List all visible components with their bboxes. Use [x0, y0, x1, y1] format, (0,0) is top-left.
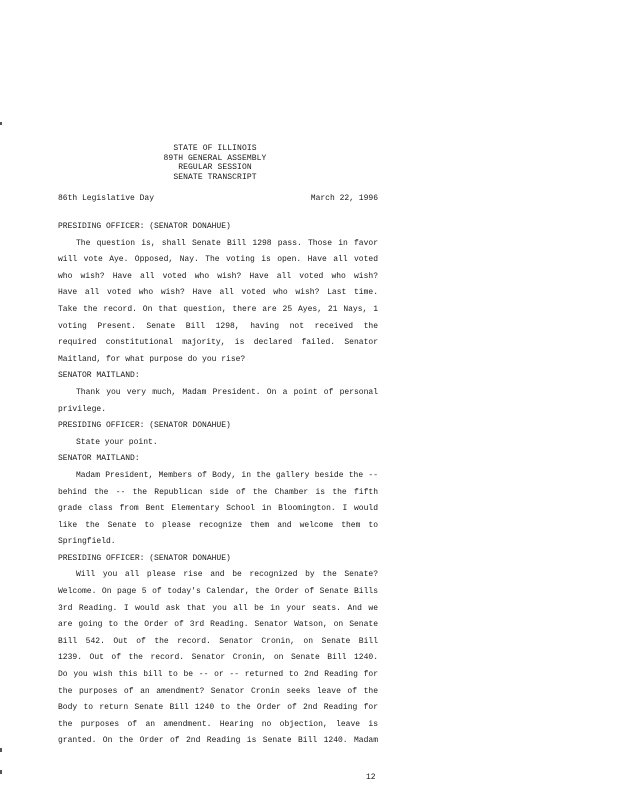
- transcript-line: granted. On the Order of 2nd Reading is Senate Bill 1240. Madam: [58, 736, 378, 746]
- transcript-line: 1239. Out of the record. Senator Cronin, on Senate Bill 1240.: [58, 653, 378, 663]
- header-assembly: 89TH GENERAL ASSEMBLY: [163, 153, 267, 163]
- transcript-line: PRESIDING OFFICER: (SENATOR DONAHUE): [58, 553, 231, 563]
- transcript-line: Madam President, Members of Body, in the gallery beside the --: [76, 470, 378, 480]
- scan-mark: [0, 770, 2, 774]
- transcript-line: required constitutional majority, is declared failed. Senator: [58, 338, 378, 348]
- legislative-day-line: [58, 194, 378, 203]
- transcript-line: Will you all please rise and be recognized by the Senate?: [76, 570, 378, 580]
- transcript-line: PRESIDING OFFICER: (SENATOR DONAHUE): [58, 421, 231, 431]
- header-transcript: SENATE TRANSCRIPT: [173, 172, 257, 182]
- legislative-day: 86th Legislative Day: [58, 194, 155, 203]
- transcript-line: The question is, shall Senate Bill 1298 pass. Those in favor: [76, 238, 378, 248]
- transcript-line: Maitland, for what purpose do you rise?: [58, 354, 246, 364]
- transcript-line: the purposes of an amendment? Senator Cronin seeks leave of the: [58, 686, 378, 696]
- document-header: [150, 144, 280, 182]
- header-session: REGULAR SESSION: [178, 163, 252, 172]
- transcript-line: Thank you very much, Madam President. On a point of personal: [76, 387, 378, 397]
- transcript-line: Bill 542. Out of the record. Senator Cronin, on Senate Bill: [58, 636, 378, 646]
- transcript-line: behind the -- the Republican side of the Chamber is the fifth: [58, 487, 378, 497]
- header-state: STATE OF ILLINOIS: [173, 144, 257, 153]
- transcript-line: the purposes of an amendment. Hearing no objection, leave is: [58, 719, 378, 729]
- transcript-line: SENATOR MAITLAND:: [58, 454, 140, 464]
- transcript-line: voting Present. Senate Bill 1298, having not received the: [58, 321, 378, 331]
- transcript-line: State your point.: [76, 437, 158, 447]
- transcript-line: like the Senate to please recognize them and welcome them to: [58, 520, 378, 530]
- transcript-line: Have all voted who wish? Have all voted who wish? Last time.: [58, 288, 378, 298]
- transcript-line: grade class from Bent Elementary School in Bloomington. I would: [58, 504, 378, 514]
- session-date: March 22, 1996: [310, 194, 378, 203]
- transcript-line: SENATOR MAITLAND:: [58, 371, 140, 381]
- transcript-line: Do you wish this bill to be -- or -- returned to 2nd Reading for: [58, 670, 378, 680]
- transcript-line: Take the record. On that question, there are 25 Ayes, 21 Nays, 1: [58, 304, 378, 314]
- transcript-line: are going to the Order of 3rd Reading. Senator Watson, on Senate: [58, 620, 378, 630]
- transcript-line: PRESIDING OFFICER: (SENATOR DONAHUE): [58, 222, 231, 231]
- transcript-line: privilege.: [58, 404, 107, 414]
- transcript-body: [58, 219, 378, 750]
- transcript-line: will vote Aye. Opposed, Nay. The voting is open. Have all voted: [58, 255, 378, 265]
- scan-mark: [0, 122, 2, 125]
- transcript-line: Welcome. On page 5 of today's Calendar, the Order of Senate Bills: [58, 587, 378, 597]
- page-number: 12: [366, 773, 376, 782]
- transcript-line: Springfield.: [58, 537, 116, 547]
- transcript-line: 3rd Reading. I would ask that you all be in your seats. And we: [58, 603, 378, 613]
- transcript-line: Body to return Senate Bill 1240 to the Order of 2nd Reading for: [58, 703, 378, 713]
- transcript-line: who wish? Have all voted who wish? Have all voted who wish?: [58, 271, 378, 281]
- scan-mark: [0, 748, 2, 752]
